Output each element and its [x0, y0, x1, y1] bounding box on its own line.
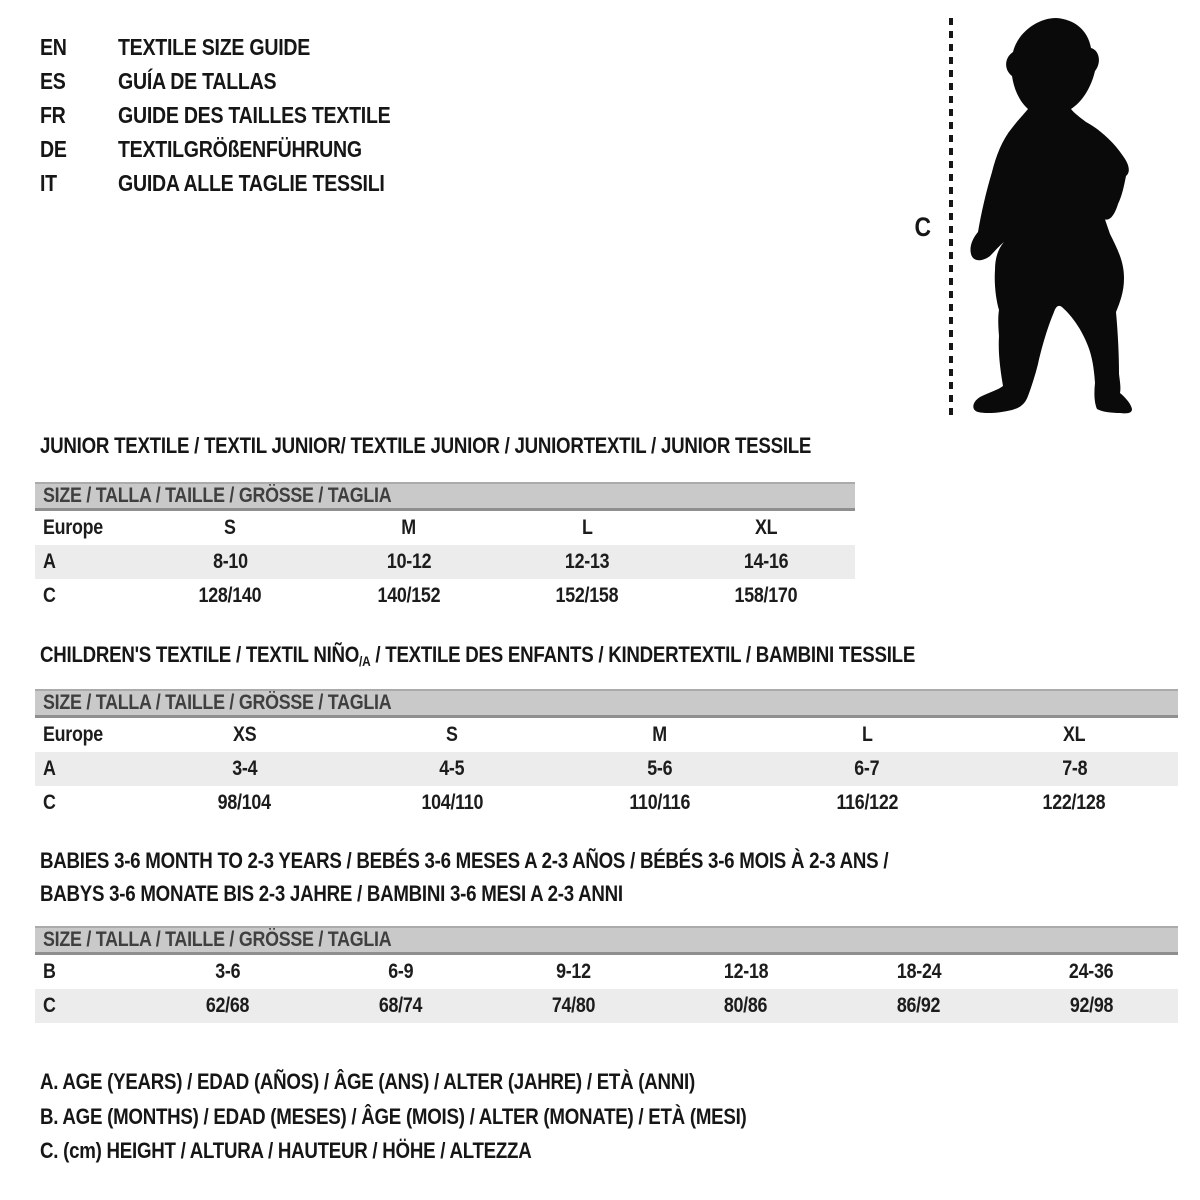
language-code: ES — [40, 67, 66, 94]
size-cell: XL — [1063, 723, 1086, 746]
size-cell: XL — [754, 516, 777, 539]
children-size-table — [35, 689, 1178, 820]
size-cell: S — [224, 516, 237, 539]
row-label: C — [43, 994, 56, 1017]
table-row — [35, 579, 855, 613]
language-code: FR — [40, 101, 66, 128]
height-cell: 128/140 — [198, 584, 262, 607]
size-cell: M — [401, 516, 417, 539]
legend-age-months: B. AGE (MONTHS) / EDAD (MESES) / ÂGE (MOIS) / ALTER (MONATE) / ETÀ (MESI) — [40, 1104, 747, 1129]
language-row-de — [40, 132, 439, 166]
guide-title-es: GUÍA DE TALLAS — [118, 67, 277, 94]
height-cell: 80/86 — [724, 994, 768, 1017]
age-cell: 12-13 — [565, 550, 610, 573]
height-cell: 98/104 — [218, 791, 272, 814]
height-cell: 158/170 — [734, 584, 798, 607]
toddler-silhouette-image — [968, 16, 1140, 416]
size-cell: S — [446, 723, 458, 746]
height-cell: 152/158 — [555, 584, 619, 607]
height-cell: 92/98 — [1069, 994, 1114, 1017]
guide-title-it: GUIDA ALLE TAGLIE TESSILI — [118, 169, 385, 196]
language-code: IT — [40, 169, 57, 196]
table-row — [35, 545, 855, 579]
babies-size-table — [35, 926, 1178, 1023]
height-cell: 86/92 — [897, 994, 941, 1017]
age-cell: 6-7 — [854, 757, 880, 780]
height-cell: 110/116 — [629, 791, 690, 814]
guide-title-en: TEXTILE SIZE GUIDE — [118, 33, 311, 60]
junior-section-title: JUNIOR TEXTILE / TEXTIL JUNIOR/ TEXTILE JUNIOR / JUNIORTEXTIL / JUNIOR TESSILE — [40, 433, 812, 458]
height-measure-label: C — [914, 212, 931, 242]
height-cell: 122/128 — [1042, 791, 1106, 814]
height-cell: 140/152 — [377, 584, 441, 607]
table-row — [35, 511, 855, 545]
table-row — [35, 989, 1178, 1023]
age-cell: 3-4 — [232, 757, 258, 780]
row-label: Europe — [43, 516, 103, 539]
height-cell: 62/68 — [205, 994, 250, 1017]
row-label: C — [43, 791, 56, 814]
height-measure-dashed-line — [949, 18, 953, 415]
table-row — [35, 718, 1178, 752]
babies-section-title-line2: BABYS 3-6 MONATE BIS 2-3 JAHRE / BAMBINI 3-6 MESI A 2-3 ANNI — [40, 881, 623, 906]
language-row-fr — [40, 98, 439, 132]
age-cell: 4-5 — [439, 757, 465, 780]
size-cell: L — [861, 723, 873, 746]
row-label: Europe — [43, 723, 103, 746]
height-cell: 74/80 — [551, 994, 595, 1017]
height-cell: 116/122 — [836, 791, 898, 814]
table-row — [35, 786, 1178, 820]
nino-a-subscript: /A — [359, 653, 371, 669]
age-cell: 8-10 — [212, 550, 248, 573]
babies-section-title-line1: BABIES 3-6 MONTH TO 2-3 YEARS / BEBÉS 3-6 MESES A 2-3 AÑOS / BÉBÉS 3-6 MOIS À 2-3 ANS / — [40, 848, 889, 873]
row-label: A — [43, 550, 56, 573]
language-code: EN — [40, 33, 67, 60]
language-row-it — [40, 166, 439, 200]
age-cell: 6-9 — [387, 960, 413, 983]
row-label: A — [43, 757, 56, 780]
row-label: B — [43, 960, 56, 983]
size-cell: XS — [233, 723, 257, 746]
table-row — [35, 955, 1178, 989]
age-cell: 10-12 — [386, 550, 431, 573]
language-row-en — [40, 30, 439, 64]
legend-height-cm: C. (cm) HEIGHT / ALTURA / HAUTEUR / HÖHE / ALTEZZA — [40, 1138, 532, 1163]
children-size-header-bar: SIZE / TALLA / TAILLE / GRÖSSE / TAGLIA — [35, 689, 1178, 718]
age-cell: 3-6 — [214, 960, 240, 983]
age-cell: 12-18 — [723, 960, 769, 983]
babies-size-header-bar: SIZE / TALLA / TAILLE / GRÖSSE / TAGLIA — [35, 926, 1178, 955]
guide-title-fr: GUIDE DES TAILLES TEXTILE — [118, 101, 391, 128]
children-section-title: CHILDREN'S TEXTILE / TEXTIL NIÑO/A / TEXTILE DES ENFANTS / KINDERTEXTIL / BAMBINI TESSILE — [40, 642, 916, 669]
age-cell: 24-36 — [1069, 960, 1114, 983]
junior-size-header-bar: SIZE / TALLA / TAILLE / GRÖSSE / TAGLIA — [35, 482, 855, 511]
height-cell: 68/74 — [378, 994, 422, 1017]
legend-age-years: A. AGE (YEARS) / EDAD (AÑOS) / ÂGE (ANS) / ALTER (JAHRE) / ETÀ (ANNI) — [40, 1069, 695, 1094]
language-title-list — [40, 30, 439, 200]
junior-size-table — [35, 482, 855, 613]
age-cell: 18-24 — [896, 960, 941, 983]
age-cell: 7-8 — [1061, 757, 1087, 780]
age-cell: 5-6 — [646, 757, 673, 780]
language-row-es — [40, 64, 439, 98]
size-cell: M — [652, 723, 667, 746]
guide-title-de: TEXTILGRÖßENFÜHRUNG — [118, 135, 362, 162]
row-label: C — [43, 584, 56, 607]
height-cell: 104/110 — [421, 791, 483, 814]
age-cell: 14-16 — [743, 550, 788, 573]
age-cell: 9-12 — [555, 960, 591, 983]
language-code: DE — [40, 135, 67, 162]
size-cell: L — [581, 516, 593, 539]
table-row — [35, 752, 1178, 786]
